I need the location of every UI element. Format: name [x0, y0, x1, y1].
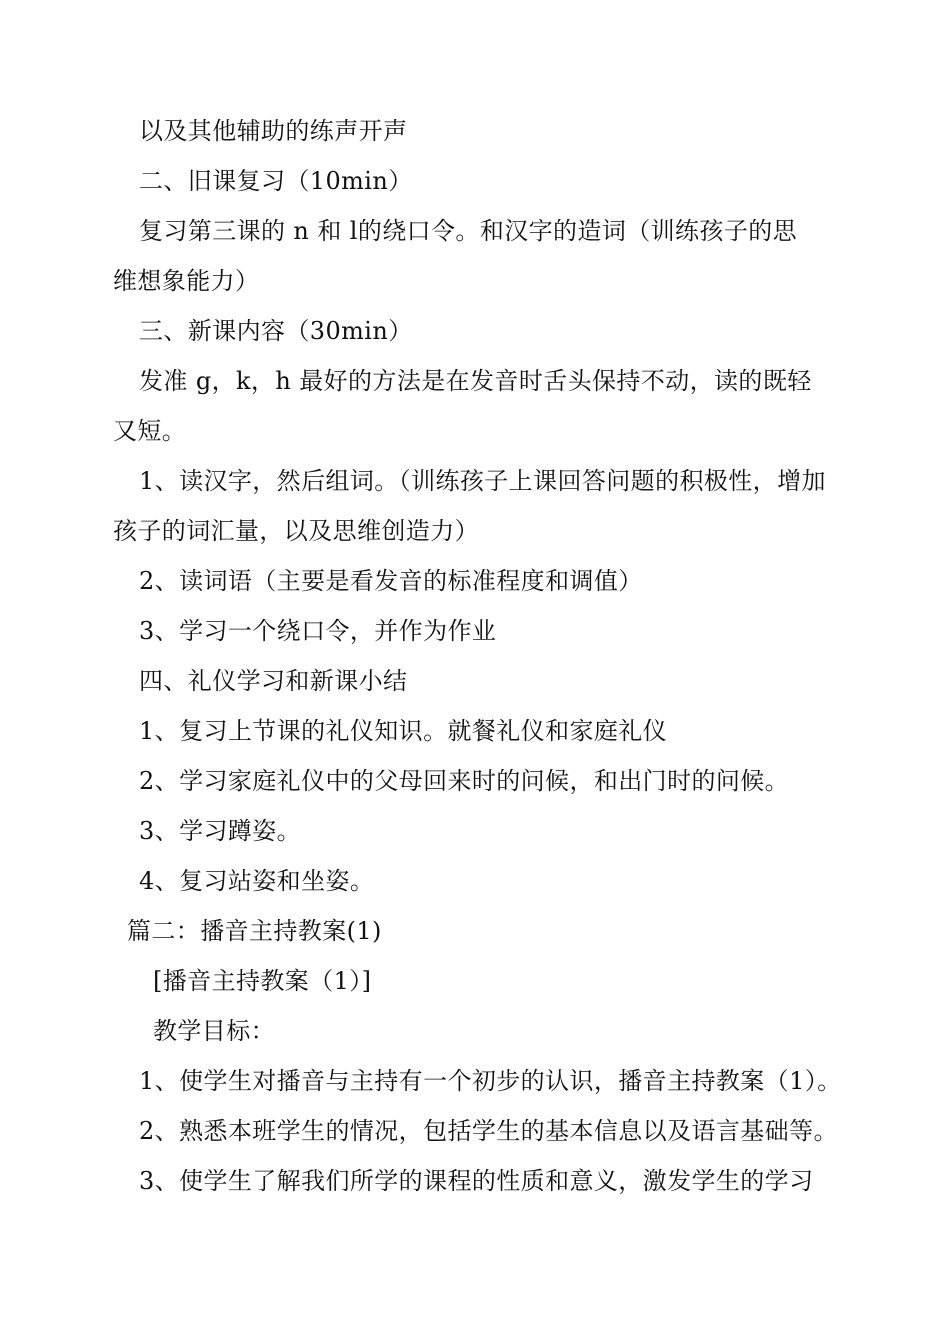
list-item: 3、学习一个绕口令，并作为作业 — [139, 617, 497, 645]
list-item: 1、复习上节课的礼仪知识。就餐礼仪和家庭礼仪 — [139, 717, 668, 745]
list-item: 1、读汉字，然后组词。（训练孩子上课回答问题的积极性，增加 — [139, 467, 826, 495]
text-line: 以及其他辅助的练声开声 — [139, 117, 408, 145]
article-title: [播音主持教案（1）] — [153, 967, 372, 995]
section-heading: 二、旧课复习（10min） — [139, 167, 413, 195]
list-item: 2、读词语（主要是看发音的标准程度和调值） — [139, 567, 643, 595]
subheading: 教学目标： — [153, 1017, 275, 1045]
section-heading: 三、新课内容（30min） — [139, 317, 413, 345]
article-heading: 篇二：播音主持教案(1) — [127, 917, 382, 945]
text-line: 发准 g，k，h 最好的方法是在发音时舌头保持不动，读的既轻 — [139, 367, 812, 395]
list-item: 3、学习蹲姿。 — [139, 817, 302, 845]
text-line: 维想象能力） — [113, 267, 260, 295]
text-line: 孩子的词汇量，以及思维创造力） — [113, 517, 479, 545]
list-item: 2、学习家庭礼仪中的父母回来时的问候，和出门时的问候。 — [139, 767, 790, 795]
list-item: 2、熟悉本班学生的情况，包括学生的基本信息以及语言基础等。 — [139, 1117, 838, 1145]
text-line: 复习第三课的 n 和 l的绕口令。和汉字的造词（训练孩子的思 — [139, 217, 798, 245]
list-item: 4、复习站姿和坐姿。 — [139, 867, 375, 895]
list-item: 3、使学生了解我们所学的课程的性质和意义，激发学生的学习 — [139, 1167, 814, 1195]
list-item: 1、使学生对播音与主持有一个初步的认识，播音主持教案（1）。 — [139, 1067, 842, 1095]
text-line: 又短。 — [113, 417, 187, 445]
section-heading: 四、礼仪学习和新课小结 — [139, 667, 408, 695]
